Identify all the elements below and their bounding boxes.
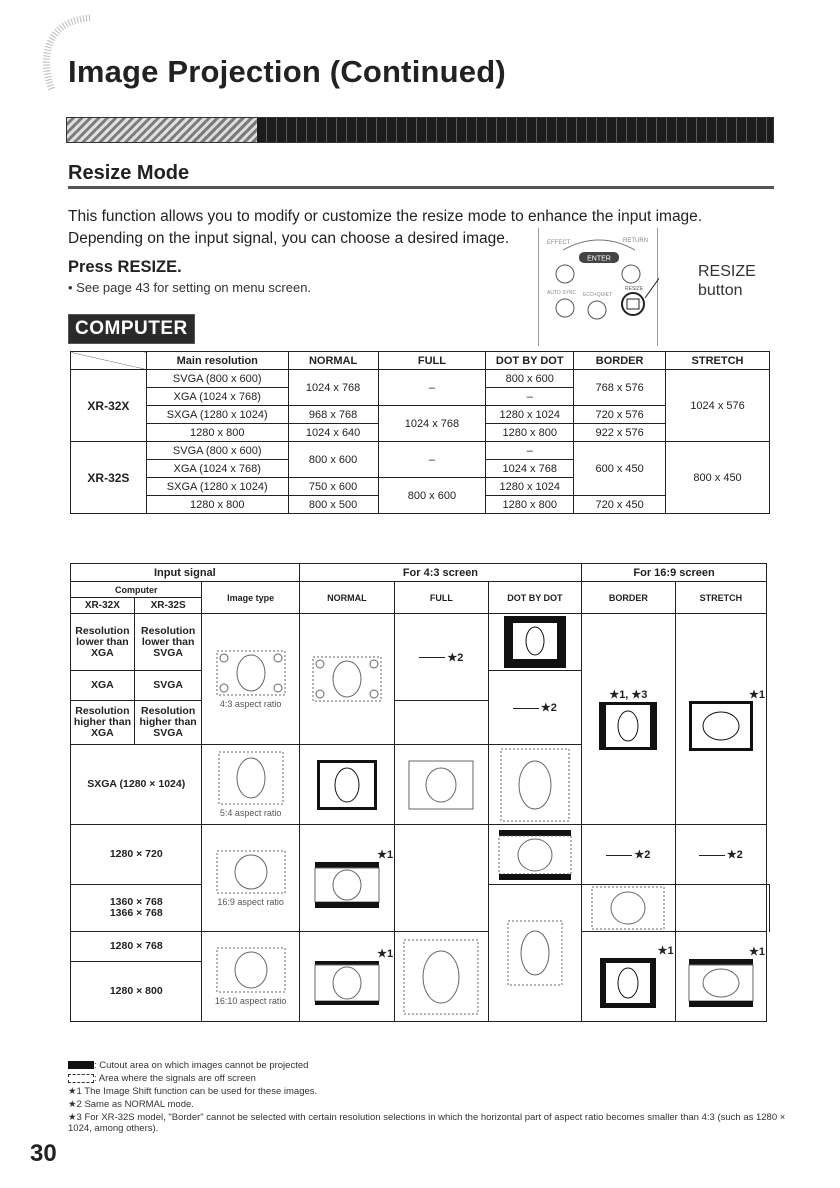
- frame-1610-icon: [216, 947, 286, 993]
- table-row: 1280 x 800 800 x 500 1280 x 800 720 x 450: [71, 496, 770, 514]
- page-title: Image Projection (Continued): [68, 54, 506, 89]
- col-header: NORMAL: [288, 352, 378, 370]
- image-type-169: 16:9 aspect ratio: [202, 825, 299, 932]
- signal-label: 1280 × 720: [71, 825, 202, 885]
- model-x-header: XR-32X: [71, 598, 135, 614]
- signal-label: SXGA (1280 × 1024): [71, 745, 202, 825]
- dot-768-icon: [591, 886, 665, 930]
- normal-169: ★1: [299, 825, 394, 932]
- col-header: BORDER: [574, 352, 666, 370]
- signal-label: 1280 × 768: [71, 932, 202, 962]
- border-1610: ★1: [582, 932, 676, 1022]
- dot-54: [488, 745, 582, 825]
- remote-illustration: [538, 228, 658, 346]
- model-cell: XR-32X: [71, 370, 147, 442]
- intro-text: This function allows you to modify or customize the resize mode to enhance the input image. Depending on the input signal, you can choose a desired image.: [68, 208, 703, 247]
- dot-1610: [395, 932, 489, 1022]
- table-row: SXGA (1280 x 1024) 750 x 600 800 x 600 1280 x 1024: [71, 478, 770, 496]
- dot-169-icon: [498, 829, 572, 881]
- dot-small-icon: [503, 615, 567, 669]
- dot-169: [488, 825, 582, 885]
- dot-col: DOT BY DOT: [488, 582, 582, 614]
- section-title: Resize Mode: [68, 162, 190, 184]
- footnote-2: ★2 Same as NORMAL mode.: [68, 1099, 194, 1110]
- full-col: FULL: [395, 582, 489, 614]
- frame-169-icon: [216, 850, 286, 894]
- computer-badge: COMPUTER: [68, 314, 195, 344]
- normal-43: [299, 614, 394, 745]
- border-icon: [598, 701, 658, 751]
- signal-label: Resolution higher than SVGA: [134, 701, 202, 745]
- model-cell: XR-32S: [71, 442, 147, 514]
- screen-169-header: For 16:9 screen: [582, 564, 767, 582]
- off-swatch: [68, 1074, 94, 1083]
- image-type-1610: 16:10 aspect ratio: [202, 932, 299, 1022]
- stretch-768: [767, 885, 770, 932]
- dot-43-xga: ★2: [488, 671, 582, 745]
- section-rule: [68, 186, 774, 189]
- table-row: 1280 x 800 1024 x 640 1280 x 800 922 x 576: [71, 424, 770, 442]
- stretch-col: STRETCH: [675, 582, 766, 614]
- corner-cell: [71, 352, 147, 370]
- border-col: BORDER: [582, 582, 676, 614]
- stretch-icon: [689, 701, 753, 751]
- page-number: 30: [30, 1140, 57, 1167]
- remote-btn-effect: EFFECT: [547, 240, 571, 246]
- footnote-3: ★3 For XR-32S model, "Border" cannot be selected with certain resolution selections in which the horizontal part of aspect ratio becomes smaller than 4:3 (such as 1280 × 1024, among others).: [68, 1112, 786, 1134]
- full-169: [395, 825, 489, 932]
- image-type-table: [70, 563, 770, 1022]
- resolution-table: [70, 351, 770, 514]
- image-type-54: 5:4 aspect ratio: [202, 745, 299, 825]
- border-1610-icon: [599, 957, 657, 1009]
- table-row: SXGA (1280 x 1024) 968 x 768 1024 x 768 1280 x 1024 720 x 576: [71, 406, 770, 424]
- computer-header: Computer: [71, 582, 202, 598]
- dot-1610-icon: [403, 939, 479, 1015]
- menu-note: • See page 43 for setting on menu screen.: [68, 280, 312, 295]
- full-43: ★2: [395, 614, 489, 701]
- signal-label: Resolution lower than SVGA: [134, 614, 202, 671]
- stretch-43: ★1: [675, 614, 766, 825]
- decorative-banner: [66, 117, 774, 143]
- frame-43-icon: [216, 650, 286, 696]
- remote-btn-enter: ENTER: [587, 255, 611, 263]
- remote-control-icon: [539, 228, 659, 346]
- footnote-off: : Area where the signals are off screen: [68, 1073, 788, 1084]
- callout-line2: button: [698, 282, 743, 299]
- table-header-row: [71, 352, 770, 370]
- full-43-high: [395, 701, 489, 745]
- full-54-icon: [408, 760, 474, 810]
- full-1610: [488, 885, 582, 1022]
- signal-label: Resolution higher than XGA: [71, 701, 135, 745]
- table-row: XR-32S SVGA (800 x 600) 800 x 600 – – 600 x 450 800 x 450: [71, 442, 770, 460]
- normal-1610: ★1: [299, 932, 394, 1022]
- cutout-swatch: [68, 1061, 94, 1069]
- model-s-header: XR-32S: [134, 598, 202, 614]
- image-type-header: Image type: [202, 582, 299, 614]
- signal-label: 1360 × 768 1366 × 768: [71, 885, 202, 932]
- input-signal-header: Input signal: [71, 564, 300, 582]
- resize-button-callout: [698, 262, 756, 300]
- normal-54-icon: [317, 760, 377, 810]
- signal-label: XGA: [71, 671, 135, 701]
- border-43: ★1, ★3: [582, 614, 676, 825]
- dot-43-low: [488, 614, 582, 671]
- col-header: Main resolution: [146, 352, 288, 370]
- stretch-1610-icon: [688, 958, 754, 1008]
- normal-col: NORMAL: [299, 582, 394, 614]
- table-row: XR-32X SVGA (800 x 600) 1024 x 768 – 800 x 600 768 x 576 1024 x 576: [71, 370, 770, 388]
- remote-btn-return: RETURN: [623, 238, 648, 244]
- border-169: ★2: [582, 825, 676, 885]
- full-1610-icon: [507, 920, 563, 986]
- dot-54-icon: [500, 748, 570, 822]
- dot-768: [582, 885, 676, 932]
- normal-54: [299, 745, 394, 825]
- normal-169-icon: [314, 861, 380, 909]
- frame-43-icon: [312, 656, 382, 702]
- signal-label: Resolution lower than XGA: [71, 614, 135, 671]
- border-768: [675, 885, 766, 932]
- remote-btn-eco: ECO+QUIET: [583, 292, 613, 298]
- signal-label: SVGA: [134, 671, 202, 701]
- table-row: XGA (1024 x 768) –: [71, 388, 770, 406]
- press-instruction: Press RESIZE.: [68, 258, 182, 276]
- frame-54-icon: [218, 751, 284, 805]
- col-header: DOT BY DOT: [486, 352, 574, 370]
- remote-btn-resize-label: RESIZE: [625, 286, 644, 292]
- image-type-43: 4:3 aspect ratio: [202, 614, 299, 745]
- col-header: STRETCH: [666, 352, 770, 370]
- full-54: [395, 745, 489, 825]
- table-row: XGA (1024 x 768) 1024 x 768: [71, 460, 770, 478]
- remote-btn-autosync: AUTO SYNC: [547, 290, 577, 296]
- screen-43-header: For 4:3 screen: [299, 564, 581, 582]
- callout-line1: RESIZE: [698, 263, 756, 280]
- stretch-169: ★2: [675, 825, 766, 885]
- col-header: FULL: [378, 352, 486, 370]
- footnote-1: ★1 The Image Shift function can be used for these images.: [68, 1086, 318, 1097]
- footnote-cutout: : Cutout area on which images cannot be projected: [68, 1060, 788, 1071]
- normal-1610-icon: [314, 960, 380, 1006]
- signal-label: 1280 × 800: [71, 962, 202, 1022]
- stretch-1610: ★1: [675, 932, 766, 1022]
- resize-key-label: RESIZE: [117, 258, 178, 276]
